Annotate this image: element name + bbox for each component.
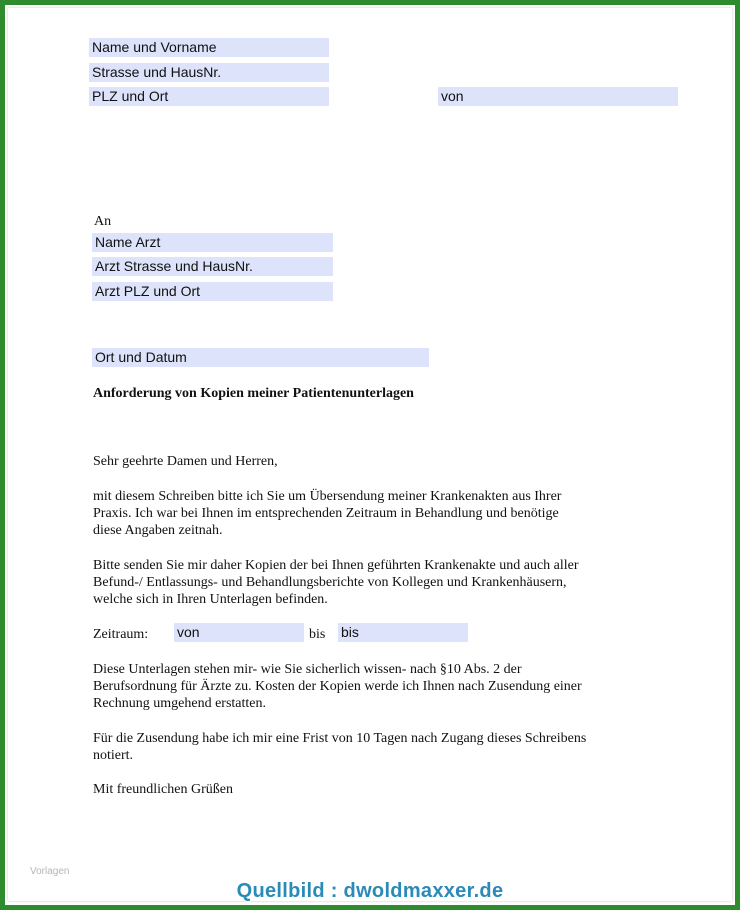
recipient-city-field[interactable]: Arzt PLZ und Ort (92, 282, 333, 301)
paragraph-line: Befund-/ Entlassungs- und Behandlungsberichte von Kollegen und Krankenhäusern, (93, 575, 567, 590)
paragraph-line: welche sich in Ihren Unterlagen befinden. (93, 592, 328, 607)
salutation: Sehr geehrte Damen und Herren, (93, 454, 278, 469)
recipient-street-field[interactable]: Arzt Strasse und HausNr. (92, 257, 333, 276)
subject-line: Anforderung von Kopien meiner Patientenunterlagen (93, 386, 414, 401)
paragraph-line: mit diesem Schreiben bitte ich Sie um Übersendung meiner Krankenakten aus Ihrer (93, 489, 562, 504)
period-bis-label: bis (309, 627, 326, 642)
paragraph-line: Praxis. Ich war bei Ihnen im entsprechenden Zeitraum in Behandlung und benötige (93, 506, 559, 521)
watermark: Vorlagen (30, 866, 70, 877)
paragraph-line: diese Angaben zeitnah. (93, 523, 223, 538)
period-from-field[interactable]: von (174, 623, 304, 642)
sender-von-field[interactable]: von (438, 87, 678, 106)
period-to-field[interactable]: bis (338, 623, 468, 642)
paragraph-line: Bitte senden Sie mir daher Kopien der bei Ihnen geführten Krankenakte und auch aller (93, 558, 579, 573)
sender-city-field[interactable]: PLZ und Ort (89, 87, 329, 106)
paragraph-line: Diese Unterlagen stehen mir- wie Sie sicherlich wissen- nach §10 Abs. 2 der (93, 662, 522, 677)
source-credit: Quellbild : dwoldmaxxer.de (236, 880, 504, 902)
paragraph-line: Berufsordnung für Ärzte zu. Kosten der Kopien werde ich Ihnen nach Zusendung einer (93, 679, 582, 694)
sender-name-field[interactable]: Name und Vorname (89, 38, 329, 57)
closing: Mit freundlichen Grüßen (93, 782, 233, 797)
sender-street-field[interactable]: Strasse und HausNr. (89, 63, 329, 82)
period-label: Zeitraum: (93, 627, 149, 642)
place-date-field[interactable]: Ort und Datum (92, 348, 429, 367)
paragraph-line: Rechnung umgehend erstatten. (93, 696, 267, 711)
letter-page (8, 8, 732, 901)
paragraph-line: Für die Zusendung habe ich mir eine Frist von 10 Tagen nach Zugang dieses Schreibens (93, 731, 587, 746)
recipient-an-label: An (94, 214, 112, 229)
recipient-name-field[interactable]: Name Arzt (92, 233, 333, 252)
paragraph-line: notiert. (93, 748, 134, 763)
